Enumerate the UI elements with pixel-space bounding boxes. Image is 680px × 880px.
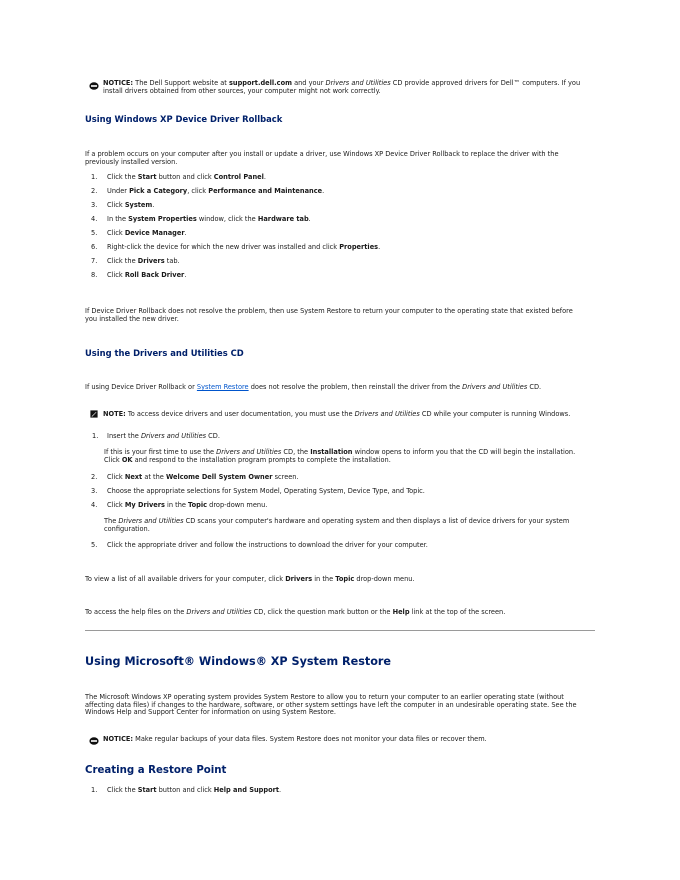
list-item: 1. Insert the Drivers and Utilities CD. (92, 432, 220, 440)
system-restore-intro: The Microsoft Windows XP operating system provides System Restore to allow you to return your computer to an earlier operating state (without affecting data files) if changes to the hardware, software, or other system settings have left the computer in an undesirable operating state. See the Windows Help and Support Center for information on using System Restore. (85, 693, 577, 717)
cd-intro: If using Device Driver Rollback or System Restore does not resolve the problem, then reinstall the driver from the Drivers and Utilities CD. (85, 383, 542, 391)
list-item-detail: If this is your first time to use the Drivers and Utilities CD, the Installation window opens to inform you that the CD will begin the installation. Click OK and respond to the installation program prompts to complete the installation. (104, 448, 576, 464)
list-item: 5. Click Device Manager. (91, 229, 187, 237)
list-item: 2. Under Pick a Category, click Performance and Maintenance. (91, 187, 325, 195)
list-item: 8. Click Roll Back Driver. (91, 271, 187, 279)
list-item: 3. Choose the appropriate selections for System Model, Operating System, Device Type, and Topic. (91, 487, 425, 495)
notice-icon (89, 82, 99, 90)
notice-text: NOTICE: Make regular backups of your data files. System Restore does not monitor your data files or recover them. (103, 735, 487, 743)
section-divider (85, 630, 595, 631)
restore-point-heading: Creating a Restore Point (85, 765, 227, 776)
note-label: NOTE: (103, 410, 126, 418)
list-item: 5. Click the appropriate driver and follow the instructions to download the driver for your computer. (91, 541, 428, 549)
note-text: NOTE: To access device drivers and user documentation, you must use the Drivers and Utilities CD while your computer is running Windows. (103, 410, 571, 418)
list-item-detail: The Drivers and Utilities CD scans your computer's hardware and operating system and then displays a list of device drivers for your system configuration. (104, 517, 570, 533)
notice-text: NOTICE: The Dell Support website at support.dell.com and your Drivers and Utilities CD provide approved drivers for Dell™ computers. If you install drivers obtained from other sources, your computer might not work correctly. (103, 79, 581, 95)
system-restore-heading: Using Microsoft® Windows® XP System Restore (85, 655, 392, 668)
notice-icon (89, 737, 99, 745)
system-restore-link[interactable]: System Restore (196, 383, 249, 391)
note-pencil-icon (89, 410, 99, 418)
list-item: 4. In the System Properties window, click the Hardware tab. (91, 215, 311, 223)
rollback-steps (85, 174, 595, 284)
list-item: 1. Click the Start button and click Control Panel. (91, 173, 266, 181)
list-item: 1. Click the Start button and click Help and Support. (91, 786, 282, 794)
list-item: 6. Right-click the device for which the new driver was installed and click Properties. (91, 243, 381, 251)
rollback-outro: If Device Driver Rollback does not resolve the problem, then use System Restore to return your computer to the operating state that existed before you installed the new driver. (85, 307, 573, 323)
drivers-list-paragraph: To view a list of all available drivers for your computer, click Drivers in the Topic drop-down menu. (85, 575, 415, 583)
cd-heading: Using the Drivers and Utilities CD (85, 348, 244, 358)
help-paragraph: To access the help files on the Drivers and Utilities CD, click the question mark button or the Help link at the top of the screen. (85, 608, 506, 616)
notice-block (85, 735, 595, 747)
notice-label: NOTICE: (103, 735, 134, 743)
list-item: 7. Click the Drivers tab. (91, 257, 180, 265)
list-item: 4. Click My Drivers in the Topic drop-down menu. (91, 501, 268, 509)
rollback-heading: Using Windows XP Device Driver Rollback (85, 114, 283, 124)
list-item: 3. Click System. (91, 201, 155, 209)
note-block (85, 410, 595, 422)
list-item: 2. Click Next at the Welcome Dell System Owner screen. (91, 473, 299, 481)
rollback-intro: If a problem occurs on your computer after you install or update a driver, use Windows XP Device Driver Rollback to replace the driver with the previously installed version. (85, 150, 559, 166)
notice-block (85, 80, 595, 100)
notice-label: NOTICE: (103, 79, 134, 87)
